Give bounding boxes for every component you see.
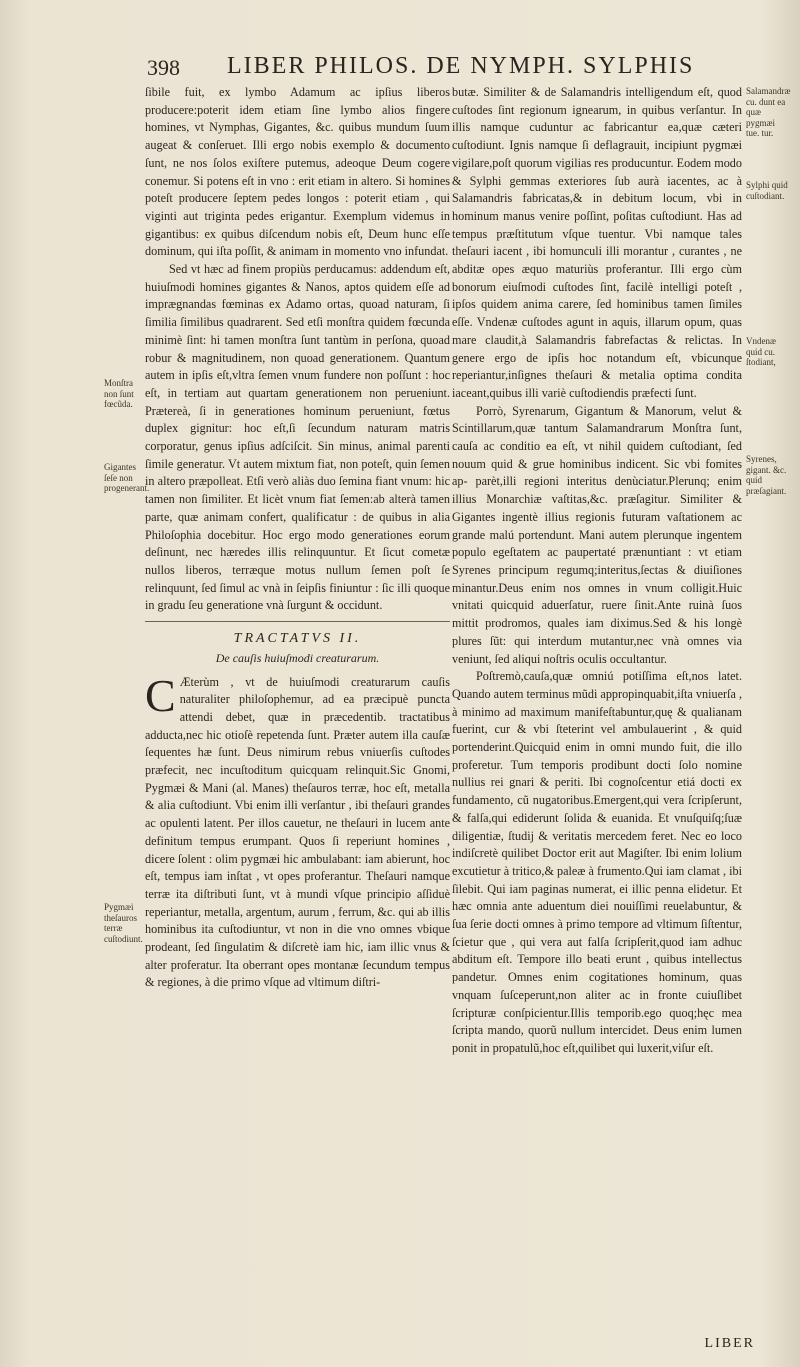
margin-note-syrenes: Syrenes, gigant. &c. quid præſagiant. [746,454,787,496]
margin-note-salamandrae: Salamandræ cu. dunt ea quæ pygmæi tue. tur. [746,86,791,138]
tractatus-subtitle: De cauſis huiuſmodi creaturarum. [215,650,380,665]
right-column [452,84,742,1344]
page-number: 398 [147,55,180,80]
paragraph-text: Æterùm , vt de huiuſmodi creaturarum cauſis naturaliter philoſophemur, ad ea præcipuè puncta attendi debet, quæ in præcedentib. tractatibus adducta,nec hic otioſè repetenda ſunt. Præter autem illa cauſæ ſequentes hæ ſunt. Deus nimirum rebus vniuerſis cuſtodes præfecit, nec incuſtoditum quicquam relinquit.Sic Gnomi, Pygmæi & Mani (al. Manes) theſauros terræ, hoc eſt, metalla & alia cuſtodiunt. Vbi enim illi verſantur , ibi theſauri grandes ac opulenti latent. Per illos cauetur, ne theſauri in lucem ante definitum tempus erumpant. Quos ſi reperiunt homines , dicere ſolent : olim pygmæi hic ambulabant: iam abierunt, hoc eſt, tempus iam inſtat , vt opes proferantur. Theſauri namque terræ ita diſtributi ſunt, vt à mundi vſque principio aſſiduè reperiantur, metalla, argentum, aurum , ferrum, &c. qui ab illis hominibus ita cuſtodiuntur, vt non in die vno omnes vbique prodeant, ſed ſingulatim & diſcretè iam hic, iam illic vnus & alter proferatur. Ita oberrant opes montanæ ſecundum tempus & regiones, à die primo vſque ad vltimum diſtri- [145,674,450,990]
running-title: LIBER PHILOS. DE NYMPH. SYLPHIS [227,53,695,79]
margin-note-gigantes: Gigantes ſeſe non progenerant. [104,462,150,493]
drop-cap: C [145,669,176,721]
paragraph: ſibile fuit, ex lymbo Adamum ac ipſius liberos producere:poterit idem etiam ſine lymbo alios fingere homines, vt Nymphas, Gigantes, &c. quibus mundum ſuum augeat & conſeruet. Illi ergo nobis exemplo & documento ſunt, ne nos ſolos exiſtere putemus, adeoque Deum cogere conemur. Si potens eſt in vno : erit etiam in altero. Si homines poteſt producere ſeptem pedes longos : poterit etiam , qui viginti aut triginta pedes erigantur. Exemplum videmus in gigantibus: ex quibus diſcendum nobis eſt, Deum hunc eſſe dominum, qui iſta poſſit, & animam in momento vno infundat. [145,85,450,259]
margin-note-monstra: Monſtra non ſunt fœcũda. [104,378,134,409]
catchword: LIBER [704,1336,755,1351]
tractatus-title: TRACTATVS II. [233,631,362,647]
paragraph [145,669,450,993]
section-rule [145,621,450,622]
paragraph: Sed vt hæc ad finem propiùs perducamus: addendum eſt, huiuſmodi homines gigantes & Nanos, aptos quidem eſſe ad imprægnandas fœminas ex Adamo ortas, quoad naturam, ſi ſimilia ſimilibus quadrarent. Sed etſi monſtra quidem fœcunda minimè ſint: hi tamen monſtra ſunt tantùm in perſona, quoad robur & magnitudinem, non quoad generationem. Quantum autem in ipſis eſt,vltra ſemen vnum fundere non poſſunt : hoc eſt, in tertiam aut quartam generationem non perueniunt. Prætereà, ſi in generationes hominum perueniunt, fœtus duplex gignitur: hoc eſt,ſi ſecundum naturam matris corporatur, genus ipſius adſciſcit. Sin minus, animal parenti ſimile generatur. Vt autem mixtum fiat, non poteſt, quin ſemen in altero præpolleat. Etſi verò aliàs duo ſemina fiant vnum: hic tamen non ſimiliter. Et licèt vnum fiat ſemen:ab alterà tamen parte, quæ animam confert, qualificatur : de quibus in alia Philoſophia docebitur. Hoc ergo modo generationes eorum deſinunt, nec hæredes illis relinquuntur. Et ſicut cometæ nullos liberos, terræque motus nullum ſemen poſt ſe relinquunt, ſed ſimul ac vnà in ſeipſis finiuntur : ſic illi quoque in gradu ſeu generatione vnà ſurgunt & occidunt. [145,262,450,613]
page-header [112,55,712,85]
margin-note-vndenae: Vndenæ quid cu. ſtodiant, [746,336,776,367]
margin-note-sylphi: Sylphi quid cuſtodiant. [746,180,788,201]
paragraph: Porrò, Syrenarum, Gigantum & Manorum, velut & Scintillarum,quæ tantum Salamandrarum Monſtra ſunt, cauſa ac conditio ea eſt, vt nihil quidem cuſtodiant, ſed nouum quid & grue hominibus indicent. Sic vbi fomites ap- parèt,illi regioni interitus denùciatur.Plerunq; enim illius Monarchiæ vaſtitas,&c. præſagitur. Similiter & Gigantes ingentè illius regionis futuram vaſtationem ac grande malú portendunt. Mani autem plerunque ingentem populo egeſtatem ac paupertaté prænuntiant : vt etiam Syrenes principum regumq;interitus,ſectas & diuiſiones minantur.Deus enim nos omnes in vnum colligit.Huic vnitati quicquid aduerſatur, ruere ſinit.Ante ruinà ſuos mittit prodromos, quales iam diximus.Sed & his longè plures ſũt: qui interdum mutantur,nec vnà omnes via veniunt, ſed aliqui noſtris oculis occultantur. [452,403,742,666]
left-column [145,84,450,1334]
paragraph: Poſtremò,cauſa,quæ omniú potiſſima eſt,nos latet. Quando autem terminus mũdi appropinquabit,iſta vniuerſa , à minimo ad maximum manifeſtabuntur,quę & qualianam fuerint, cur & vbi ſteterint vel ambulauerint , & quid portenderint.Quicquid enim in omni mundo fuit, die illo proferetur. Tum temporis prodibunt docti ſolo nomine nullius rei gnari & periti. Ibi cognoſcentur etiá docti ex fundamento, cũ nugatoribus.Emergent,qui vera ſcripſerunt, & falſa,qui ediderunt ſolida & euanida. Et vnuſquiſq;ſuæ diligentiæ, ſtudij & veritatis mercedem feret. Nec eo loco indiſcretè quilibet Doctor erit aut Magiſter. Ibi enim lolium excutietur à tritico,& paleæ à frumento.Qui iam clamat , ibi ſilebit. Qui iam paginas numerat, ei illic penna elidetur. Et hæc omnia ante aduentum diei nouiſſimi reuelabuntur, & ſua ſerie docti omnes à primo tempore ad vltimum ſiſtentur, ſcietur que , qui vera aut falſa ſcripſerit,quod iam adhuc abditum eſt. Tempore illo beati erunt , quibus intellectus pandetur. Omnes enim cogitationes hominum, quas vnquam ſuſceperunt,non aliter ac in fronte cuiuſlibet ſcripturæ conſpicientur.Illis temporib.ego quoq;hęc mea ſcripta mando, quorũ nullum intercidet. Deus enim lumen ponit in propatulũ,hoc eſt,quilibet qui luxerit,viſur eſt. [452,669,742,1055]
margin-note-pygmaei: Pygmæi theſauros terræ cuſtodiunt. [104,902,143,944]
paragraph: butæ. Similiter & de Salamandris intelligendum eſt, quod cuſtodes ſint regionum ignearum, in quibus verſantur. In illis namque cuduntur ac fabricantur ea,quæ cæteri cuſtodiunt. Ignis namque ſi deflagrauit, incipiunt pygmæi vigilare,poſt quorum vigilias res producuntur. Eodem modo & Sylphi gemmas exteriores ſub aurà iacentes, ac à Salamandris fabricatas,& in debitum locum, vbi in hominum manus venire poſſint, poſitas cuſtodiunt. Has ad tempus præſtitutum vſque tuentur. Vbi namque tales theſauri iacent , ibi homunculi illi morantur , curantes , ne abditæ opes æquo maturiùs proferantur. Illi ergo cùm bonorum eiuſmodi cuſtodes ſint, facilè intelligi poteſt , ipſos quidem anima carere, ſed hominibus tamen ſimiles eſſe. Vndenæ cuſtodes agunt in aquis, illarum opum, quas mare claudit,à Salamandris fabrefactas & relictas. In genere ergo de ipſis hoc notandum eſt, vbicunque reperiantur,inſignes theſauri & metalia optima condita iaceant,quibus illi variè cuſtodiendis præfecti ſunt. [452,85,742,400]
